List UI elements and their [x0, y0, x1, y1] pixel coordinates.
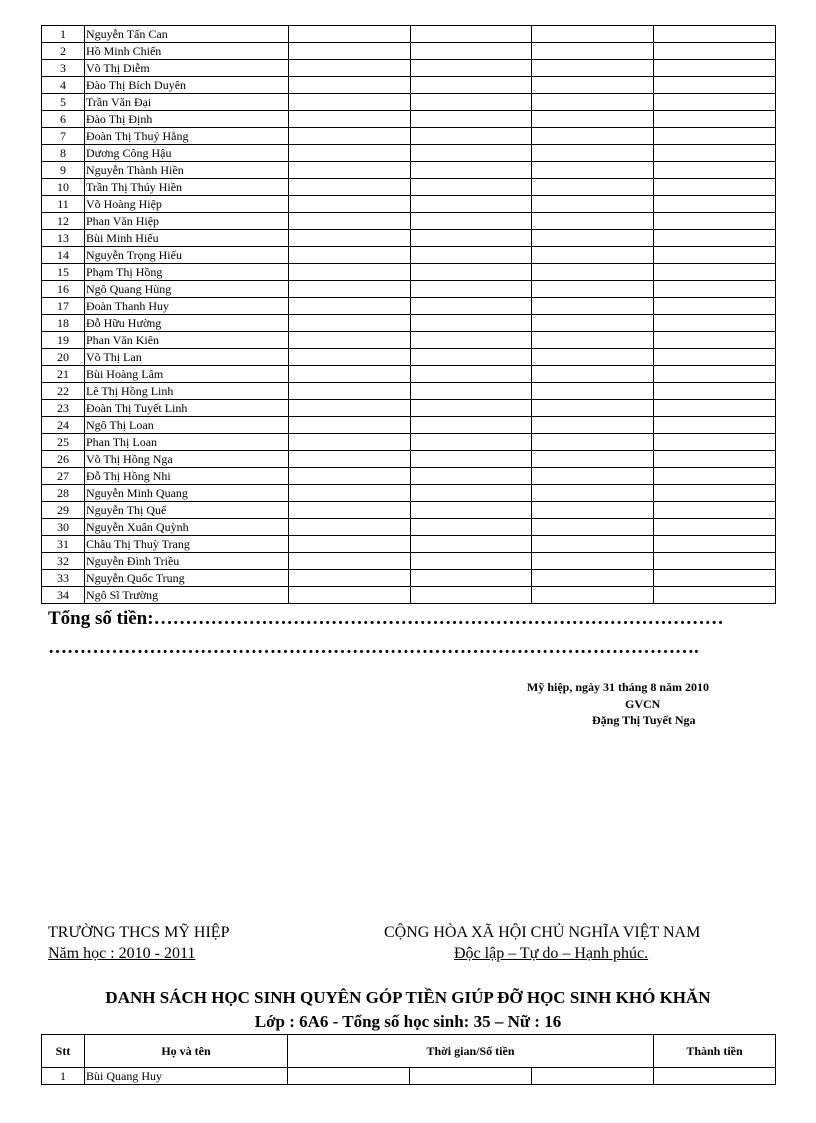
row-cell — [654, 417, 776, 434]
row-cell — [532, 536, 654, 553]
row-stt: 21 — [42, 366, 85, 383]
row-cell — [654, 553, 776, 570]
table-row — [42, 281, 776, 298]
row-name: Võ Thị Lan — [84, 349, 288, 366]
row-stt: 28 — [42, 485, 85, 502]
row-name: Nguyễn Xuân Quỳnh — [84, 519, 288, 536]
row-cell — [288, 451, 410, 468]
row-cell — [654, 349, 776, 366]
row-cell — [532, 145, 654, 162]
row-name: Đoàn Thị Thuý Hằng — [84, 128, 288, 145]
row-cell — [410, 247, 532, 264]
col-stt: Stt — [42, 1035, 85, 1068]
total-amount-label: Tổng số tiền:……………………………………………………………………………… — [48, 608, 724, 629]
row-cell — [410, 179, 532, 196]
table-row — [42, 298, 776, 315]
school-name: TRƯỜNG THCS MỸ HIỆP — [48, 924, 230, 941]
row-cell — [288, 1068, 410, 1085]
student-table — [41, 25, 776, 604]
table-row — [42, 332, 776, 349]
row-stt: 25 — [42, 434, 85, 451]
row-cell — [532, 128, 654, 145]
row-stt: 2 — [42, 43, 85, 60]
row-cell — [654, 587, 776, 604]
signature-date: Mỹ hiệp, ngày 31 tháng 8 năm 2010 — [527, 680, 710, 694]
row-name: Nguyễn Thị Quế — [84, 502, 288, 519]
row-cell — [532, 383, 654, 400]
table-row — [42, 451, 776, 468]
row-name: Ngô Sĩ Trường — [84, 587, 288, 604]
row-stt: 17 — [42, 298, 85, 315]
row-stt: 7 — [42, 128, 85, 145]
row-cell — [410, 111, 532, 128]
row-cell — [288, 400, 410, 417]
row-cell — [410, 77, 532, 94]
row-cell — [288, 179, 410, 196]
row-cell — [410, 417, 532, 434]
row-cell — [532, 247, 654, 264]
row-cell — [288, 417, 410, 434]
row-stt: 23 — [42, 400, 85, 417]
table-row — [42, 213, 776, 230]
row-cell — [288, 145, 410, 162]
row-cell — [532, 230, 654, 247]
row-cell — [654, 502, 776, 519]
row-cell — [410, 502, 532, 519]
table-row — [42, 94, 776, 111]
row-cell — [410, 485, 532, 502]
row-cell — [410, 196, 532, 213]
row-cell — [288, 349, 410, 366]
row-stt: 18 — [42, 315, 85, 332]
row-cell — [410, 128, 532, 145]
row-cell — [288, 519, 410, 536]
row-cell — [288, 502, 410, 519]
table-row — [42, 77, 776, 94]
row-name: Đoàn Thị Tuyết Linh — [84, 400, 288, 417]
row-cell — [288, 281, 410, 298]
table-row — [42, 366, 776, 383]
row-cell — [288, 60, 410, 77]
row-stt: 27 — [42, 468, 85, 485]
row-cell — [654, 264, 776, 281]
row-cell — [288, 366, 410, 383]
row-cell — [532, 553, 654, 570]
row-name: Nguyễn Đình Triều — [84, 553, 288, 570]
row-cell — [532, 366, 654, 383]
row-cell — [288, 77, 410, 94]
row-stt: 4 — [42, 77, 85, 94]
row-cell — [410, 570, 532, 587]
row-name: Bùi Minh Hiếu — [84, 230, 288, 247]
row-cell — [410, 230, 532, 247]
table-row — [42, 519, 776, 536]
col-total: Thành tiền — [654, 1035, 776, 1068]
table-row — [42, 247, 776, 264]
row-stt: 12 — [42, 213, 85, 230]
table-row — [42, 111, 776, 128]
table-row — [42, 162, 776, 179]
row-cell — [532, 332, 654, 349]
row-name: Dương Công Hậu — [84, 145, 288, 162]
row-name: Đào Thị Bích Duyên — [84, 77, 288, 94]
row-cell — [654, 536, 776, 553]
row-cell — [532, 298, 654, 315]
row-stt: 8 — [42, 145, 85, 162]
table-row — [42, 128, 776, 145]
row-cell — [410, 451, 532, 468]
student-table-header — [41, 1034, 776, 1085]
row-cell — [288, 264, 410, 281]
table-row — [42, 400, 776, 417]
school-year: Năm học : 2010 - 2011 — [48, 945, 196, 962]
row-name: Ngô Quang Hùng — [84, 281, 288, 298]
row-cell — [654, 315, 776, 332]
table-row — [42, 1068, 776, 1085]
row-cell — [654, 451, 776, 468]
table-row — [42, 196, 776, 213]
row-cell — [654, 366, 776, 383]
row-cell — [654, 1068, 776, 1085]
row-name: Nguyễn Tấn Can — [84, 26, 288, 43]
row-cell — [288, 298, 410, 315]
row-cell — [532, 485, 654, 502]
row-stt: 3 — [42, 60, 85, 77]
row-cell — [532, 264, 654, 281]
table-row — [42, 587, 776, 604]
row-name: Nguyễn Trọng Hiếu — [84, 247, 288, 264]
row-cell — [532, 400, 654, 417]
row-name: Võ Thị Hồng Nga — [84, 451, 288, 468]
row-cell — [654, 298, 776, 315]
row-cell — [410, 60, 532, 77]
row-cell — [532, 281, 654, 298]
row-cell — [410, 264, 532, 281]
row-stt: 26 — [42, 451, 85, 468]
row-cell — [410, 26, 532, 43]
row-cell — [410, 315, 532, 332]
row-name: Nguyễn Thành Hiền — [84, 162, 288, 179]
row-cell — [654, 434, 776, 451]
row-cell — [410, 145, 532, 162]
row-stt: 34 — [42, 587, 85, 604]
row-cell — [288, 315, 410, 332]
row-cell — [532, 111, 654, 128]
table-row — [42, 315, 776, 332]
table-row — [42, 417, 776, 434]
col-name: Họ và tên — [85, 1035, 288, 1068]
row-cell — [410, 332, 532, 349]
row-stt: 31 — [42, 536, 85, 553]
row-cell — [654, 519, 776, 536]
row-cell — [532, 77, 654, 94]
row-cell — [288, 162, 410, 179]
row-name: Bùi Quang Huy — [85, 1068, 288, 1085]
row-cell — [410, 553, 532, 570]
row-name: Phan Thị Loan — [84, 434, 288, 451]
row-cell — [288, 111, 410, 128]
row-stt: 13 — [42, 230, 85, 247]
row-stt: 33 — [42, 570, 85, 587]
row-name: Châu Thị Thuỳ Trang — [84, 536, 288, 553]
row-cell — [654, 570, 776, 587]
row-cell — [410, 400, 532, 417]
row-cell — [410, 162, 532, 179]
row-cell — [654, 179, 776, 196]
row-cell — [532, 94, 654, 111]
table-row — [42, 60, 776, 77]
table-row — [42, 570, 776, 587]
row-cell — [654, 60, 776, 77]
row-stt: 9 — [42, 162, 85, 179]
row-cell — [410, 94, 532, 111]
signature-role: GVCN — [625, 697, 661, 711]
row-cell — [654, 281, 776, 298]
row-cell — [410, 349, 532, 366]
row-stt: 10 — [42, 179, 85, 196]
row-cell — [410, 1068, 532, 1085]
row-cell — [654, 43, 776, 60]
row-cell — [654, 247, 776, 264]
row-cell — [654, 332, 776, 349]
row-stt: 11 — [42, 196, 85, 213]
row-cell — [410, 536, 532, 553]
row-stt: 14 — [42, 247, 85, 264]
row-stt: 32 — [42, 553, 85, 570]
row-name: Nguyễn Quốc Trung — [84, 570, 288, 587]
row-cell — [532, 570, 654, 587]
row-cell — [288, 332, 410, 349]
table-row — [42, 179, 776, 196]
row-cell — [532, 468, 654, 485]
row-cell — [288, 587, 410, 604]
total-amount-dots: …………………………………………………………………………………………. — [48, 637, 699, 658]
row-cell — [532, 26, 654, 43]
row-cell — [288, 230, 410, 247]
row-cell — [654, 230, 776, 247]
page-title: DANH SÁCH HỌC SINH QUYÊN GÓP TIỀN GIÚP ĐỠ HỌC SINH KHÓ KHĂN — [105, 988, 711, 1007]
row-cell — [654, 213, 776, 230]
table-row — [42, 485, 776, 502]
row-name: Phạm Thị Hồng — [84, 264, 288, 281]
row-cell — [532, 315, 654, 332]
row-cell — [654, 145, 776, 162]
row-cell — [288, 553, 410, 570]
table-row — [42, 502, 776, 519]
row-cell — [410, 434, 532, 451]
row-stt: 24 — [42, 417, 85, 434]
row-cell — [654, 111, 776, 128]
row-cell — [288, 213, 410, 230]
table-row — [42, 26, 776, 43]
table-row — [42, 230, 776, 247]
row-name: Võ Thị Diễm — [84, 60, 288, 77]
row-name: Trần Thị Thúy Hiền — [84, 179, 288, 196]
row-cell — [654, 162, 776, 179]
table-row — [42, 349, 776, 366]
row-name: Phan Văn Kiên — [84, 332, 288, 349]
row-cell — [532, 196, 654, 213]
row-stt: 1 — [42, 26, 85, 43]
row-cell — [532, 587, 654, 604]
row-name: Đoàn Thanh Huy — [84, 298, 288, 315]
row-cell — [532, 162, 654, 179]
row-stt: 16 — [42, 281, 85, 298]
header-row — [42, 1035, 776, 1068]
row-cell — [532, 434, 654, 451]
row-cell — [654, 468, 776, 485]
row-cell — [654, 77, 776, 94]
nation-title: CỘNG HÒA XÃ HỘI CHỦ NGHĨA VIỆT NAM — [384, 924, 701, 941]
row-cell — [410, 519, 532, 536]
row-name: Võ Hoàng Hiệp — [84, 196, 288, 213]
table-row — [42, 536, 776, 553]
row-cell — [654, 485, 776, 502]
row-cell — [654, 400, 776, 417]
row-cell — [288, 570, 410, 587]
row-cell — [288, 128, 410, 145]
row-name: Đỗ Hữu Hường — [84, 315, 288, 332]
row-stt: 22 — [42, 383, 85, 400]
table-row — [42, 145, 776, 162]
row-cell — [288, 43, 410, 60]
row-cell — [532, 417, 654, 434]
row-cell — [410, 383, 532, 400]
table-row — [42, 553, 776, 570]
page-subtitle: Lớp : 6A6 - Tổng số học sinh: 35 – Nữ : 16 — [254, 1012, 562, 1031]
row-cell — [288, 383, 410, 400]
row-cell — [410, 281, 532, 298]
row-stt: 19 — [42, 332, 85, 349]
row-cell — [288, 434, 410, 451]
row-cell — [654, 128, 776, 145]
row-name: Hồ Minh Chiến — [84, 43, 288, 60]
row-name: Trần Văn Đại — [84, 94, 288, 111]
table-row — [42, 43, 776, 60]
row-cell — [532, 60, 654, 77]
row-cell — [532, 502, 654, 519]
row-cell — [532, 349, 654, 366]
row-name: Bùi Hoàng Lâm — [84, 366, 288, 383]
row-stt: 20 — [42, 349, 85, 366]
row-cell — [288, 468, 410, 485]
row-cell — [410, 468, 532, 485]
row-cell — [654, 94, 776, 111]
row-name: Phan Văn Hiệp — [84, 213, 288, 230]
row-cell — [288, 94, 410, 111]
row-name: Đào Thị Định — [84, 111, 288, 128]
col-time-amount: Thời gian/Số tiền — [288, 1035, 654, 1068]
table-row — [42, 383, 776, 400]
row-cell — [654, 383, 776, 400]
table-row — [42, 434, 776, 451]
row-name: Lê Thị Hồng Linh — [84, 383, 288, 400]
row-stt: 5 — [42, 94, 85, 111]
signature-name: Đặng Thị Tuyết Nga — [592, 713, 696, 727]
row-stt: 15 — [42, 264, 85, 281]
row-cell — [654, 26, 776, 43]
row-cell — [654, 196, 776, 213]
row-stt: 6 — [42, 111, 85, 128]
row-stt: 1 — [42, 1068, 85, 1085]
row-cell — [532, 213, 654, 230]
row-cell — [532, 519, 654, 536]
table-row — [42, 264, 776, 281]
row-name: Ngô Thị Loan — [84, 417, 288, 434]
row-cell — [410, 298, 532, 315]
row-cell — [410, 587, 532, 604]
row-name: Đỗ Thị Hồng Nhi — [84, 468, 288, 485]
row-cell — [288, 196, 410, 213]
row-cell — [288, 536, 410, 553]
student-table-body — [42, 26, 776, 604]
row-name: Nguyễn Minh Quang — [84, 485, 288, 502]
row-cell — [532, 179, 654, 196]
row-stt: 30 — [42, 519, 85, 536]
row-cell — [410, 366, 532, 383]
row-cell — [288, 247, 410, 264]
row-cell — [532, 451, 654, 468]
row-cell — [410, 213, 532, 230]
row-cell — [532, 1068, 654, 1085]
row-cell — [532, 43, 654, 60]
row-cell — [410, 43, 532, 60]
row-cell — [288, 485, 410, 502]
table-row — [42, 468, 776, 485]
nation-motto: Độc lập – Tự do – Hạnh phúc. — [454, 945, 649, 962]
row-cell — [288, 26, 410, 43]
row-stt: 29 — [42, 502, 85, 519]
